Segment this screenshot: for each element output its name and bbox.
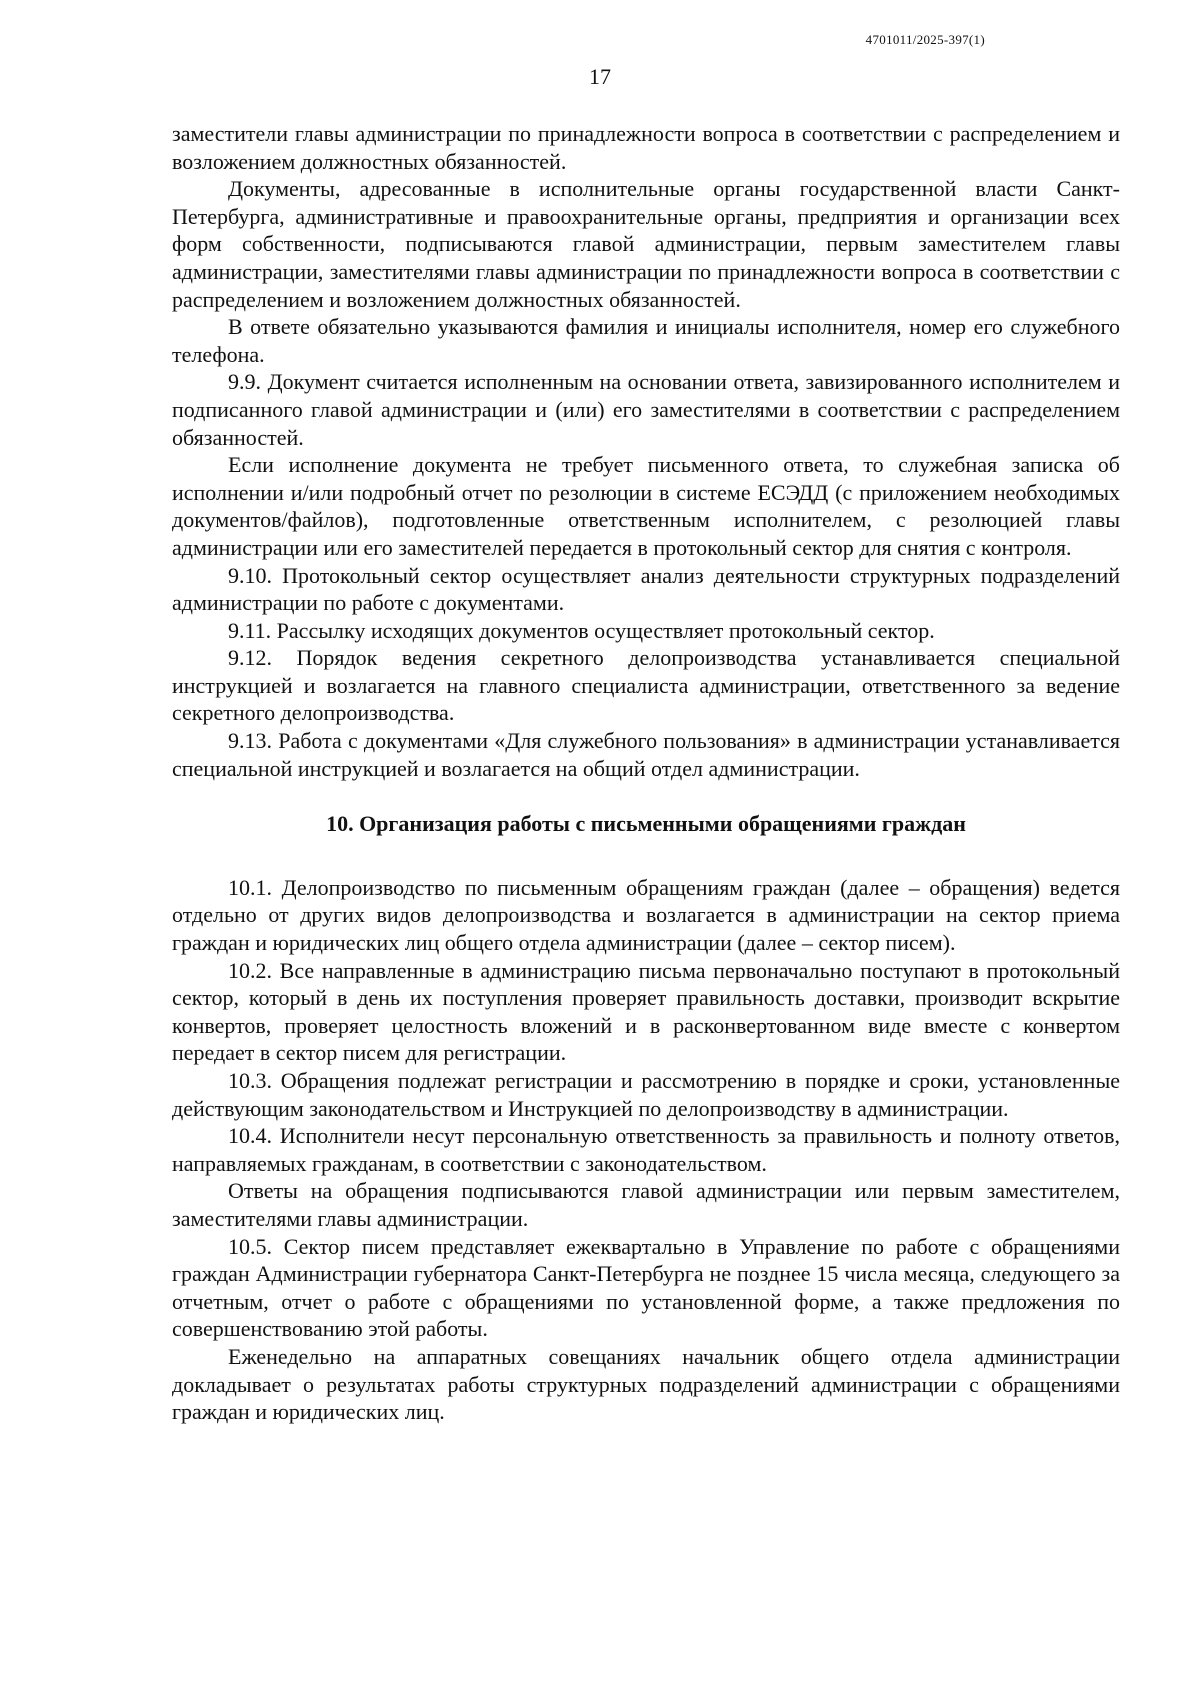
paragraph: Еженедельно на аппаратных совещаниях начальник общего отдела администрации докладывает о результатах работы структурных подразделений администрации с обращениями граждан и юридических лиц. [172,1343,1120,1425]
paragraph: Документы, адресованные в исполнительные органы государственной власти Санкт-Петербурга, административные и правоохранительные органы, предприятия и организации всех форм собственности, подписываются главой администрации, первым заместителем главы администрации, заместителями главы администрации по принадлежности вопроса в соответствии с распределением и возложением должностных обязанностей. [172,176,1120,312]
paragraph: 9.10. Протокольный сектор осуществляет анализ деятельности структурных подразделений администрации по работе с документами. [172,562,1120,616]
paragraph: Если исполнение документа не требует письменного ответа, то служебная записка об исполнении и/или подробный отчет по резолюции в системе ЕСЭДД (с приложением необходимых документов/файлов), подготовленные ответственным исполнителем, с резолюцией главы администрации или его заместителей передается в протокольный сектор для снятия с контроля. [172,452,1120,560]
paragraphs-top [172,120,1120,782]
paragraph: заместители главы администрации по принадлежности вопроса в соответствии с распределением и возложением должностных обязанностей. [172,121,1120,174]
paragraph: 10.1. Делопроизводство по письменным обращениям граждан (далее – обращения) ведется отдельно от других видов делопроизводства и возлагается в администрации на сектор приема граждан и юридических лиц общего отдела администрации (далее – сектор писем). [172,874,1120,956]
paragraph: 10.4. Исполнители несут персональную ответственность за правильность и полноту ответов, направляемых гражданам, в соответствии с законодательством. [172,1123,1120,1176]
paragraph: 10.2. Все направленные в администрацию письма первоначально поступают в протокольный сектор, который в день их поступления проверяет правильность доставки, производит вскрытие конвертов, проверяет целостность вложений и в расконвертованном виде вместе с конвертом передает в сектор писем для регистрации. [172,957,1120,1066]
paragraph: 9.12. Порядок ведения секретного делопроизводства устанавливается специальной инструкцией и возлагается на главного специалиста администрации, ответственного за ведение секретного делопроизводства. [172,645,1120,726]
paragraph: 9.9. Документ считается исполненным на основании ответа, завизированного исполнителем и подписанного главой администрации и (или) его заместителями в соответствии с распределением обязанностей. [172,369,1120,450]
paragraph: 10.3. Обращения подлежат регистрации и рассмотрению в порядке и сроки, установленные действующим законодательством и Инструкцией по делопроизводству в администрации. [172,1068,1120,1121]
section-heading: 10. Организация работы с письменными обращениями граждан [326,811,966,837]
paragraph: 10.5. Сектор писем представляет ежеквартально в Управление по работе с обращениями граждан Администрации губернатора Санкт-Петербурга не позднее 15 числа месяца, следующего за отчетным, отчет о работе с обращениями по установленной форме, а также предложения по совершенствованию этой работы. [172,1233,1120,1342]
paragraph: В ответе обязательно указываются фамилия и инициалы исполнителя, номер его служебного телефона. [172,314,1120,367]
paragraphs-bottom [172,874,1120,1426]
paragraph: Ответы на обращения подписываются главой администрации или первым заместителем, заместителями главы администрации. [172,1178,1120,1231]
paragraph: 9.13. Работа с документами «Для служебного пользования» в администрации устанавливается специальной инструкцией и возлагается на общий отдел администрации. [172,728,1120,781]
paragraph: 9.11. Рассылку исходящих документов осуществляет протокольный сектор. [228,617,935,643]
document-body [172,120,1120,1426]
document-id: 4701011/2025-397(1) [865,32,985,47]
page-number: 17 [589,64,611,89]
